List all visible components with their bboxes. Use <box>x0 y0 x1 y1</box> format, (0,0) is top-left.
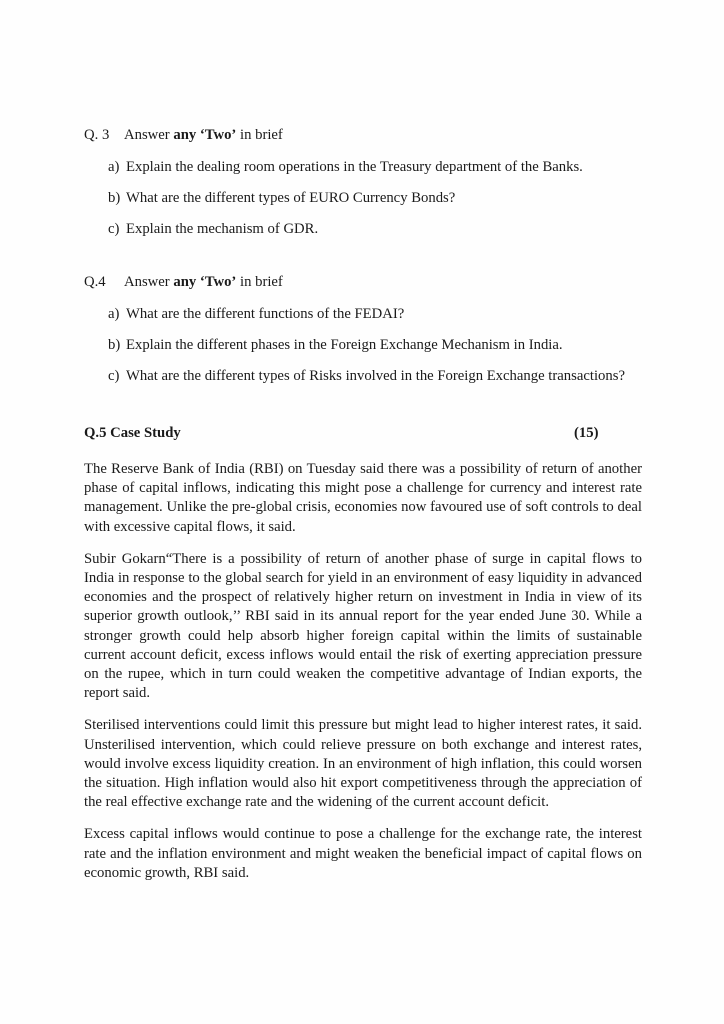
list-item-text: What are the different types of Risks involved in the Foreign Exchange transactions? <box>126 368 625 384</box>
question-label-q3: Q. 3 <box>84 127 110 143</box>
list-item-marker: c) <box>108 221 120 237</box>
question-block-q3 <box>84 126 642 239</box>
list-item <box>84 220 642 239</box>
case-study-block <box>84 424 642 883</box>
list-item-text: Explain the different phases in the Foreign Exchange Mechanism in India. <box>126 337 563 353</box>
question-instruction-lead-q3: Answer <box>124 127 174 143</box>
sub-question-list-q4 <box>84 305 642 386</box>
sub-question-list-q3 <box>84 158 642 239</box>
question-heading-q4 <box>84 273 642 292</box>
list-item-text: What are the different types of EURO Currency Bonds? <box>126 190 456 206</box>
list-item-text: Explain the dealing room operations in the Treasury department of the Banks. <box>126 159 583 175</box>
case-study-paragraph: The Reserve Bank of India (RBI) on Tuesday said there was a possibility of return of another phase of capital inflows, indicating this might pose a challenge for currency and interest rate management. Unlike the pre-global crisis, economies now favoured use of soft controls to deal with excessive capital flows, it said. <box>84 461 642 535</box>
case-study-paragraph: Excess capital inflows would continue to pose a challenge for the exchange rate, the interest rate and the inflation environment and might weaken the beneficial impact of capital flows on economic growth, RBI said. <box>84 826 642 881</box>
question-instruction-tail-q3: in brief <box>236 127 283 143</box>
list-item <box>84 189 642 208</box>
question-instruction-emphasis-q3: any ‘Two’ <box>173 127 237 143</box>
page-content <box>84 126 642 883</box>
section-spacer <box>84 251 642 273</box>
case-study-heading <box>84 424 642 443</box>
list-item-marker: c) <box>108 368 120 384</box>
list-item <box>84 305 642 324</box>
list-item-marker: b) <box>108 337 121 353</box>
case-study-paragraph: Sterilised interventions could limit this pressure but might lead to higher interest rates, it said. Unsterilised intervention, which could relieve pressure on both exchange and interest rates, would involve excess liquidity creation. In an environment of high inflation, this could worsen the situation. High inflation would also hit export competitiveness through the appreciation of the real effective exchange rate and the widening of the current account deficit. <box>84 717 642 811</box>
case-study-title: Q.5 Case Study <box>84 425 181 441</box>
list-item-text: What are the different functions of the FEDAI? <box>126 306 405 322</box>
question-instruction-lead-q4: Answer <box>124 274 174 290</box>
question-instruction-emphasis-q4: any ‘Two’ <box>173 274 237 290</box>
question-instruction-tail-q4: in brief <box>236 274 283 290</box>
list-item <box>84 158 642 177</box>
question-heading-q3 <box>84 126 642 145</box>
case-study-paragraph: Subir Gokarn“There is a possibility of return of another phase of surge in capital flows to India in response to the global search for yield in an environment of easy liquidity in advanced economies and the prospect of relatively higher return on investment in India in view of its superior growth outlook,’’ RBI said in its annual report for the year ended June 30. While a stronger growth could help absorb higher foreign capital within the limits of sustainable current account deficit, excess inflows would entail the risk of exerting appreciation pressure on the rupee, which in turn could weaken the competitive advantage of Indian exports, the report said. <box>84 550 642 702</box>
question-label-q4: Q.4 <box>84 274 106 290</box>
list-item-marker: b) <box>108 190 121 206</box>
list-item <box>84 336 642 355</box>
question-block-q4 <box>84 273 642 386</box>
case-study-marks: (15) <box>574 425 599 441</box>
list-item <box>84 367 642 386</box>
list-item-marker: a) <box>108 159 120 175</box>
list-item-marker: a) <box>108 306 120 322</box>
list-item-text: Explain the mechanism of GDR. <box>126 221 319 237</box>
